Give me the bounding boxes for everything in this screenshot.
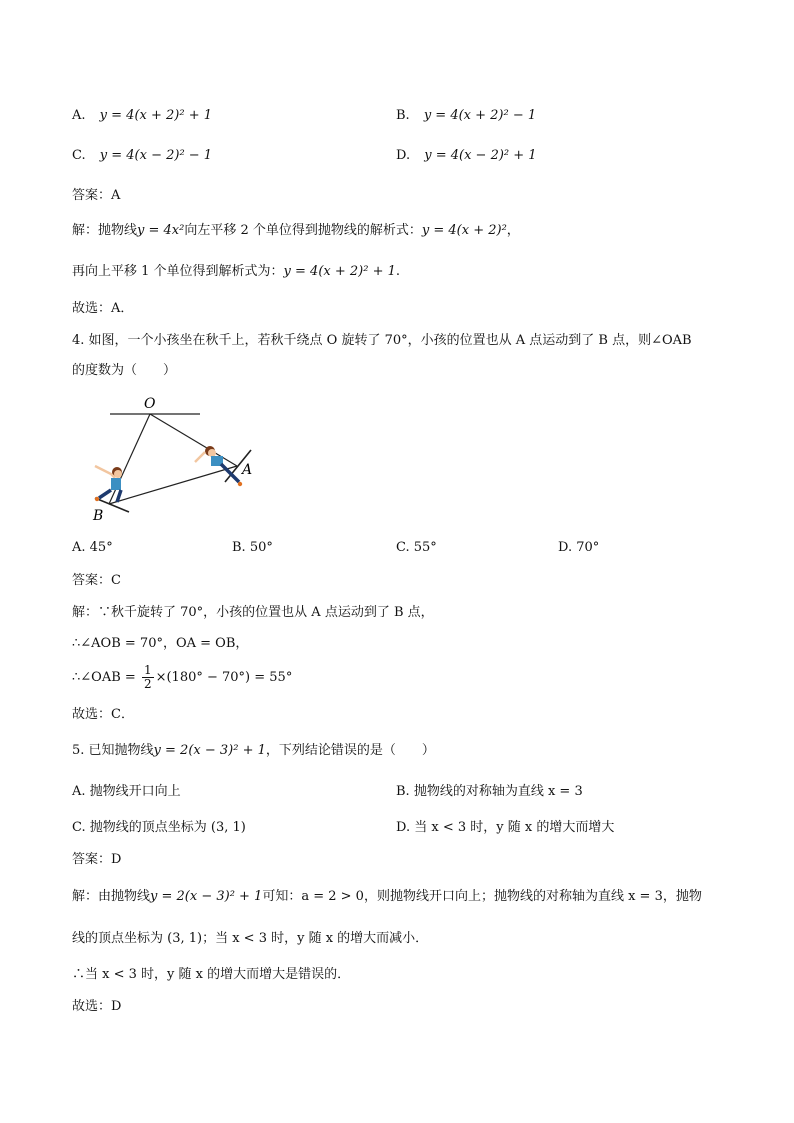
q3-sol1-mid: 向左平移 2 个单位得到抛物线的解析式： bbox=[184, 223, 422, 238]
child-at-b-icon bbox=[95, 466, 122, 502]
q5-answer: 答案：D bbox=[72, 852, 122, 867]
label-b: B bbox=[93, 508, 104, 524]
q3-sol1-post: ， bbox=[506, 223, 520, 238]
q3-option-d bbox=[396, 148, 537, 163]
rope-oa bbox=[150, 414, 237, 466]
q4-solution-line1: 解：∵秋千旋转了 70°，小孩的位置也从 A 点运动到了 B 点， bbox=[72, 605, 434, 620]
q4-option-c: C. 55° bbox=[396, 540, 437, 555]
q3-sol2-post: . bbox=[395, 264, 401, 279]
q4-answer: 答案：C bbox=[72, 573, 121, 588]
q3-conclusion: 故选：A． bbox=[72, 301, 134, 316]
fraction-denominator: 2 bbox=[143, 677, 152, 691]
segment-ab bbox=[109, 466, 237, 504]
q5-conclusion: 故选：D bbox=[72, 999, 122, 1014]
label-a: A bbox=[242, 462, 253, 478]
q4-swing-figure bbox=[85, 394, 260, 524]
q3-option-c bbox=[72, 148, 212, 163]
q4-conclusion: 故选：C． bbox=[72, 707, 134, 722]
q5-stem-expr: y = 2(x − 3)² + 1 bbox=[153, 743, 266, 758]
q5-option-d: D. 当 x < 3 时，y 随 x 的增大而增大 bbox=[396, 820, 615, 835]
q3-option-a bbox=[72, 108, 212, 123]
q3-solution-line2 bbox=[72, 263, 400, 281]
q4-option-a: A. 45° bbox=[72, 540, 113, 555]
q5-sol1-expr: y = 2(x − 3)² + 1 bbox=[150, 889, 263, 904]
q5-solution-line1 bbox=[72, 888, 702, 906]
q3-sol2-expr: y = 4(x + 2)² + 1 bbox=[283, 264, 396, 279]
q4-option-d: D. 70° bbox=[558, 540, 600, 555]
q4-option-b: B. 50° bbox=[232, 540, 273, 555]
q3-option-a-label: A. bbox=[72, 108, 86, 123]
q5-option-c: C. 抛物线的顶点坐标为 (3, 1) bbox=[72, 820, 246, 835]
fraction-numerator: 1 bbox=[143, 663, 152, 677]
label-o: O bbox=[144, 396, 156, 412]
q3-sol1-pre: 解：抛物线 bbox=[72, 223, 138, 238]
q5-option-a: A. 抛物线开口向上 bbox=[72, 784, 181, 799]
rope-ob bbox=[109, 414, 150, 504]
q3-option-b bbox=[396, 108, 536, 123]
q5-stem-pre: 5. 已知抛物线 bbox=[72, 743, 154, 758]
q3-sol2-pre: 再向上平移 1 个单位得到解析式为： bbox=[72, 264, 284, 279]
q3-option-b-expr: y = 4(x + 2)² − 1 bbox=[423, 108, 537, 123]
q3-option-c-label: C. bbox=[72, 148, 86, 163]
q3-option-d-label: D. bbox=[396, 148, 411, 163]
q4-solution-line3 bbox=[72, 664, 292, 690]
q4-stem-line1: 4. 如图，一个小孩坐在秋千上，若秋千绕点 O 旋转了 70°，小孩的位置也从 A 点运动到了 B 点，则∠OAB bbox=[72, 333, 692, 348]
q3-option-b-label: B. bbox=[396, 108, 410, 123]
q4-sol3-post: ×(180° − 70°) = 55° bbox=[155, 670, 293, 685]
q3-sol1-expr1: y = 4x² bbox=[137, 223, 185, 238]
q5-option-b: B. 抛物线的对称轴为直线 x = 3 bbox=[396, 784, 583, 799]
q3-option-a-expr: y = 4(x + 2)² + 1 bbox=[99, 108, 212, 123]
q3-solution-line1 bbox=[72, 222, 520, 240]
q5-solution-line3: ∴当 x < 3 时，y 随 x 的增大而增大是错误的． bbox=[72, 967, 351, 982]
q3-option-c-expr: y = 4(x − 2)² − 1 bbox=[99, 148, 213, 163]
q4-sol3-pre: ∴∠OAB = bbox=[72, 670, 136, 685]
fraction-one-half bbox=[142, 664, 154, 691]
q3-sol1-expr2: y = 4(x + 2)² bbox=[421, 223, 507, 238]
q5-stem bbox=[72, 742, 435, 760]
q5-stem-post: ，下列结论错误的是（ ） bbox=[265, 743, 435, 758]
q3-option-d-expr: y = 4(x − 2)² + 1 bbox=[424, 148, 537, 163]
q5-sol1-post: 可知：a = 2 > 0，则抛物线开口向上；抛物线的对称轴为直线 x = 3，抛物 bbox=[262, 889, 702, 904]
q4-solution-line2: ∴∠AOB = 70°，OA = OB， bbox=[72, 636, 249, 651]
q4-stem-line2: 的度数为（ ） bbox=[72, 363, 177, 378]
q3-answer: 答案：A bbox=[72, 188, 121, 203]
q5-sol1-pre: 解：由抛物线 bbox=[72, 889, 151, 904]
q5-solution-line2: 线的顶点坐标为 (3, 1)；当 x < 3 时，y 随 x 的增大而减小． bbox=[72, 931, 429, 946]
